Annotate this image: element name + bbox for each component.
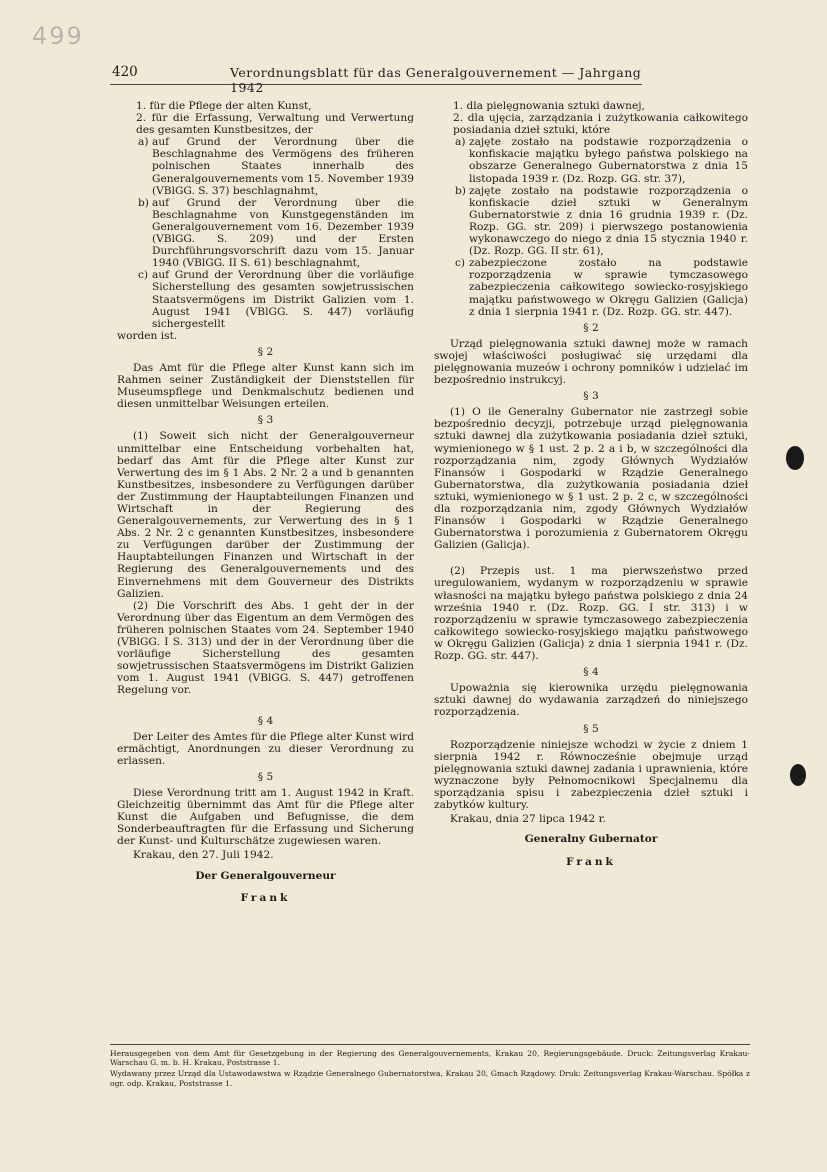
- sub-item: [117, 269, 414, 329]
- archive-stamp: 499: [32, 22, 84, 50]
- page-header: [112, 64, 642, 95]
- sub-item-marker: a): [138, 136, 149, 149]
- sub-item-marker: c): [138, 269, 149, 282]
- sub-item: [434, 136, 748, 184]
- spacer: [117, 697, 414, 711]
- section-heading: § 3: [583, 390, 599, 403]
- imprint-polish: Wydawany przez Urząd dla Ustawodawstwa w Rządzie Generalnego Gubernatorstwa, Krakau 20, Gmach Rządowy. Druk: Zeitungsverlag Krakau-Warschau. Spółka z ogr. odp. Krakau, Poststrasse 1.: [110, 1069, 750, 1088]
- section-text: Der Leiter des Amtes für die Pflege alter Kunst wird ermächtigt, Anordnungen zu dieser Verordnung zu erlassen.: [117, 730, 414, 767]
- section-text: Das Amt für die Pflege alter Kunst kann sich im Rahmen seiner Zuständigkeit der Dienststellen für Museumspflege und Denkmalschutz bedienen und diesen unmittelbar Weisungen erteilen.: [117, 361, 414, 411]
- section-text: (1) Soweit sich nicht der Generalgouverneur unmittelbar eine Entscheidung vorbehalten hat, bedarf das Amt für die Pflege alter Kunst zur Verwertung des im § 1 Abs. 2 Nr. 2 a und b genannten Kunstbesitzes, insbesondere zu Verfügungen darüber der Zustimmung der Hauptabteilungen Finanzen und Wirtschaft in der Regierung des Generalgouvernements, zur Verwertung des in § 1 Abs. 2 Nr. 2 c genannten Kunstbesitzes, insbesondere zu Verfügungen darüber der Zustimmung der Hauptabteilungen Finanzen und Wirtschaft in der Regierung des Generalgouvernements und des Einvernehmens mit dem Gouverneur des Distrikts Galizien.: [117, 430, 414, 600]
- german-column: [117, 100, 414, 915]
- sub-item: [434, 257, 748, 317]
- sub-item: [117, 136, 414, 196]
- sub-item-marker: a): [455, 136, 466, 149]
- place-date: Krakau, dnia 27 lipca 1942 r.: [450, 813, 606, 826]
- signer-title: Generalny Gubernator: [524, 833, 658, 846]
- item-text: 2. dla ujęcia, zarządzania i zużytkowania całkowitego posiadania dzieł sztuki, które: [453, 112, 748, 137]
- punch-hole-lower: [790, 764, 806, 786]
- clause-tail: worden ist.: [117, 329, 178, 342]
- sub-item-text: auf Grund der Verordnung über die Beschlagnahme des Vermögens des früheren polnischen Staates innerhalb des Generalgouvernements vom 15. November 1939 (VBlGG. S. 37) beschlagnahmt,: [152, 136, 414, 197]
- list-item: [117, 100, 414, 112]
- sub-item-text: auf Grund der Verordnung über die Beschlagnahme von Kunstgegenständen im Generalgouvernement vom 16. Dezember 1939 (VBlGG. S. 209) und der Ersten Durchführungsvorschrift dazu vom 15. Januar 1940 (VBlGG. II S. 61) beschlagnahmt,: [152, 196, 414, 270]
- list-item: [434, 100, 748, 112]
- signer-name: Frank: [566, 855, 616, 868]
- section-text: (1) O ile Generalny Gubernator nie zastrzegł sobie bezpośrednio decyzji, potrzebuje urząd pielęgnowania sztuki dawnej dla zużytkowania posiadania dzieł sztuki, wymienionego w § 1 ust. 2 p. 2 a i b, w szczególności dla rozporządzania nim, zgody Głównych Wydziałów Finansów i Gospodarki w Rządzie Generalnego Gubernatorstwa, dla zużytkowania posiadania dzieł sztuki, wymienionego w § 1 ust. 2 p. 2 c, w szczególności dla rozporządzania nim, zgody Głównych Wydziałów Finansów i Gospodarki w Rządzie Generalnego Gubernatorstwa i porozumienia z Gubernatorem Okręgu Galizien (Galicja).: [434, 406, 748, 552]
- list-item: [434, 112, 748, 136]
- punch-hole-upper: [786, 446, 804, 470]
- section-text: (2) Die Vorschrift des Abs. 1 geht der in der Verordnung über das Eigentum an dem Vermögen des früheren polnischen Staates vom 24. September 1940 (VBlGG. I S. 313) und der in der Verordnung über die vorläufige Sicherstellung des gesamten sowjetrussischen Staatsvermögens im Distrikt Galizien vom 1. August 1941 (VBlGG. S. 447) getroffenen Regelung vor.: [117, 599, 414, 697]
- section-text: Diese Verordnung tritt am 1. August 1942 in Kraft. Gleichzeitig übernimmt das Amt für die Pflege alter Kunst die Aufgaben und Befugnisse, die dem Sonderbeauftragten für die Erfassung und Sicherung der Kunst- und Kulturschätze zugewiesen waren.: [117, 786, 414, 848]
- sub-item-marker: b): [455, 184, 466, 197]
- sub-item: [117, 197, 414, 270]
- list-item: [117, 112, 414, 136]
- section-text: Urząd pielęgnowania sztuki dawnej może w ramach swojej właściwości posługiwać się urzędami dla pielęgnowania muzeów i ochrony pomników i udzielać im bezpośrednio instrukcyj.: [434, 337, 748, 387]
- place-date: Krakau, den 27. Juli 1942.: [133, 849, 274, 862]
- running-title: Verordnungsblatt für das Generalgouvernement — Jahrgang 1942: [230, 65, 642, 95]
- item-text: 1. für die Pflege der alten Kunst,: [136, 100, 312, 112]
- sub-item-text: zabezpieczone zostało na podstawie rozporządzenia w sprawie tymczasowego zabezpieczenia całkowitego sowiecko-rosyjskiego majątku państwowego w Okręgu Galizien (Galicja) z dnia 1 sierpnia 1941 r. (Dz. Rozp. GG. str. 447).: [469, 257, 748, 318]
- sub-item: [434, 185, 748, 258]
- imprint-german: Herausgegeben von dem Amt für Gesetzgebung in der Regierung des Generalgouvernements, Krakau 20, Regierungsgebäude. Druck: Zeitungsverlag Krakau-Warschau G. m. b. H. Krakau, Poststrasse 1.: [110, 1049, 750, 1068]
- polish-column: [434, 100, 748, 879]
- section-heading: § 3: [257, 414, 274, 427]
- sub-item-text: zajęte zostało na podstawie rozporządzenia o konfiskacie majątku byłego państwa polskiego na obszarze Generalnego Gubernatorstwa z dnia 15 listopada 1939 r. (Dz. Rozp. GG. str. 37),: [469, 136, 748, 185]
- section-heading: § 4: [583, 666, 599, 679]
- section-heading: § 5: [257, 770, 274, 783]
- footer-rule: [110, 1044, 750, 1045]
- sub-item-text: auf Grund der Verordnung über die vorläufige Sicherstellung des gesamten sowjetrussischen Staatsvermögens im Distrikt Galizien vom 1. August 1941 (VBlGG. S. 447) vorläufig sichergestellt: [152, 269, 414, 330]
- section-text: Upoważnia się kierownika urzędu pielęgnowania sztuki dawnej do wydawania zarządzeń do niniejszego rozporządzenia.: [434, 682, 748, 719]
- sub-item-text: zajęte zostało na podstawie rozporządzenia o konfiskacie dzieł sztuki w Generalnym Gubernatorstwie z dnia 16 grudnia 1939 r. (Dz. Rozp. GG. str. 209) i pierwszego postanowienia wykonawczego do niego z dnia 15 stycznia 1940 r. (Dz. Rozp. GG. II str. 61),: [469, 184, 748, 258]
- signer-name: Frank: [240, 892, 291, 905]
- section-text: (2) Przepis ust. 1 ma pierwszeństwo przed uregulowaniem, wydanym w rozporządzeniu w sprawie własności na majątku byłego państwa polskiego z dnia 24 września 1940 r. (Dz. Rozp. GG. I str. 313) i w rozporządzeniu w sprawie tymczasowego zabezpieczenia całkowitego sowiecko-rosyjskiego majątku państwowego w Okręgu Galizien (Galicja) z dnia 1 sierpnia 1941 r. (Dz. Rozp. GG. str. 447).: [434, 565, 748, 663]
- imprint-footer: [110, 1049, 750, 1090]
- spacer: [434, 551, 748, 565]
- section-heading: § 5: [583, 722, 599, 735]
- header-rule: [110, 84, 642, 85]
- signer-title: Der Generalgouverneur: [195, 869, 336, 882]
- sub-item-marker: b): [138, 196, 149, 209]
- page-number: 420: [112, 64, 138, 80]
- section-heading: § 2: [257, 345, 274, 358]
- section-heading: § 2: [583, 321, 599, 334]
- item-text: 2. für die Erfassung, Verwaltung und Verwertung des gesamten Kunstbesitzes, der: [136, 112, 414, 137]
- item-text: 1. dla pielęgnowania sztuki dawnej,: [453, 100, 645, 112]
- sub-item-marker: c): [455, 257, 466, 270]
- section-heading: § 4: [257, 714, 274, 727]
- section-text: Rozporządzenie niniejsze wchodzi w życie z dniem 1 sierpnia 1942 r. Równocześnie obejmuje urząd pielęgnowania sztuki dawnej zadania i uprawnienia, które wyznaczone były Pełnomocnikowi Specjalnemu dla sporządzania spisu i zabezpieczenia dzieł sztuki i zabytków kultury.: [434, 738, 748, 812]
